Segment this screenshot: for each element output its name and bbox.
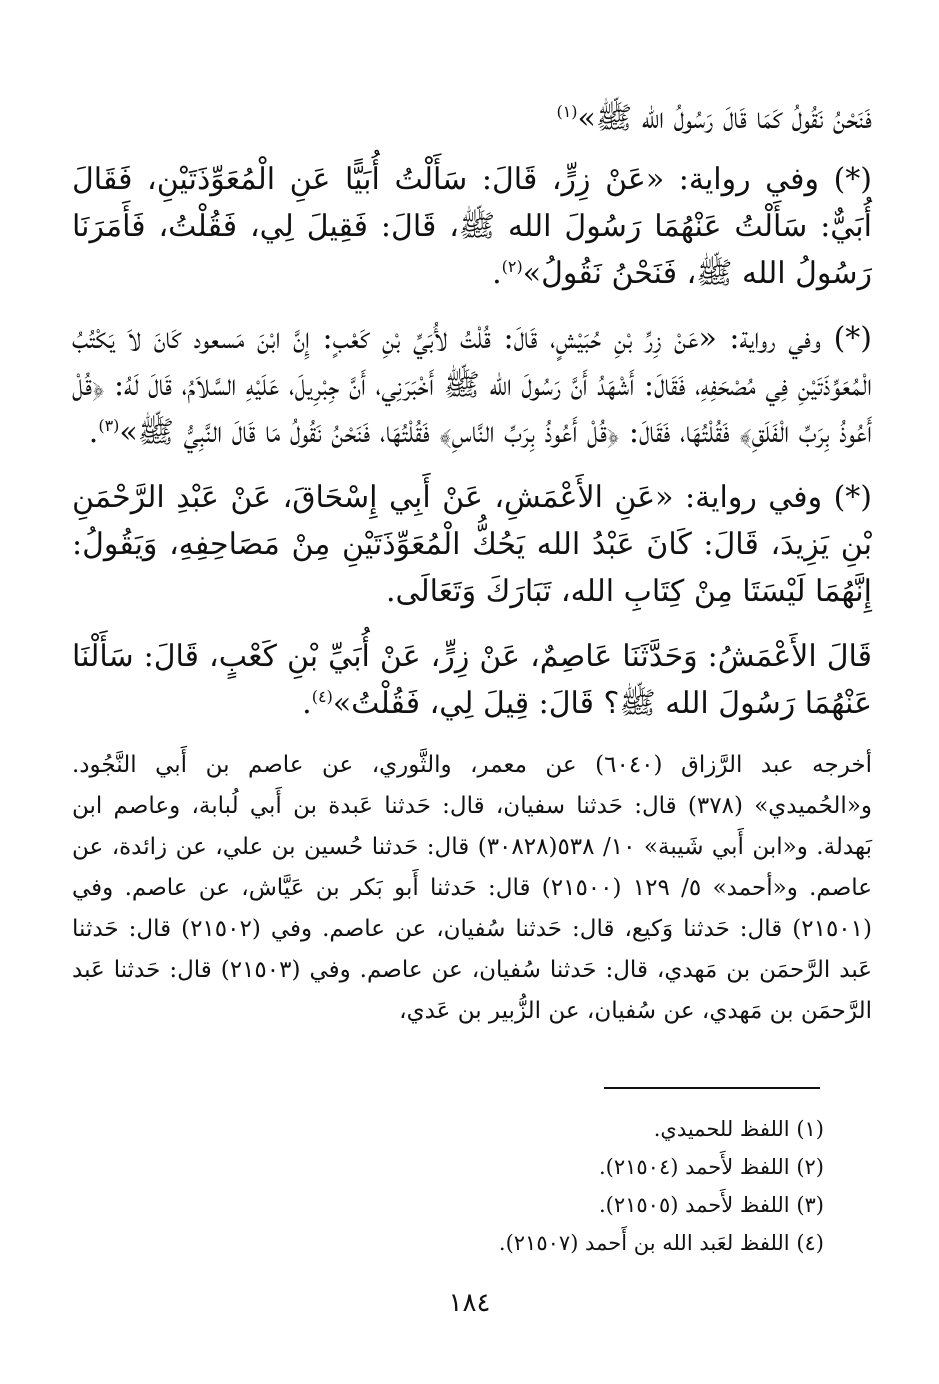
footnote-item: (٢) اللفظ لأَحمد (٢١٥٠٤). (598, 1155, 824, 1179)
sentence-end: . (302, 686, 312, 721)
hadith-text: (*) وفي رواية: «عَنْ زِرٍّ، قَالَ: سَأَلْتُ أُبَيًّا عَنِ الْمُعَوِّذَتَيْنِ، فَقَالَ أُبَيٌّ: سَأَلْتُ عَنْهُمَا رَسُولَ الله ﷺ، قَالَ: فَقِيلَ لِي، فَقُلْتُ، فَأَمَرَنَا رَسُولُ الله ﷺ، فَنَحْنُ نَقُولُ» (72, 162, 872, 291)
footnote-item: (٤) اللفظ لعَبد الله بن أَحمد (٢١٥٠٧). (498, 1231, 824, 1255)
footnote-divider (604, 1087, 820, 1089)
footnote-ref: (٤) (311, 687, 333, 706)
sentence-end: . (88, 415, 99, 450)
page-number: ١٨٤ (448, 1288, 491, 1318)
hadith-paragraph (72, 633, 872, 727)
footnote-item: (٣) اللفظ لأَحمد (٢١٥٠٥). (598, 1193, 824, 1217)
hadith-paragraph (72, 315, 872, 456)
hadith-text: فَنَحْنُ نَقُولُ كَمَا قَالَ رَسُولُ الله ﷺ» (577, 101, 872, 136)
hadith-text: (*) وفي رواية: «عَنِ الأَعْمَشِ، عَنْ أَبِي إِسْحَاقَ، عَنْ عَبْدِ الرَّحْمَنِ بْنِ يَزِيدَ، قَالَ: كَانَ عَبْدُ الله يَحُكُّ الْمُعَوِّذَتَيْنِ مِنْ مَصَاحِفِهِ، وَيَقُولُ: إِنَّهُمَا لَيْسَتَا مِنْ كِتَابِ الله، تَبَارَكَ وَتَعَالَى. (72, 480, 872, 609)
footnote-item: (١) اللفظ للحميدي. (653, 1117, 824, 1141)
takhrij-paragraph: أخرجه عبد الرَّزاق (٦٠٤٠) عن معمر، والثَّوري، عن عاصم بن أَبي النَّجُود. و«الحُميدي» (٣٧٨) قال: حَدثنا سفيان، قال: حَدثنا عَبدة بن أَبي لُبابة، وعاصم ابن بَهدلة. و«ابن أَبي شَيبة» ١٠/ ٥٣٨(٣٠٨٢٨) قال: حَدثنا حُسين بن علي، عن زائدة، عن عاصم. و«أحمد» ٥/ ١٢٩ (٢١٥٠٠) قال: حَدثنا أَبو بَكر بن عَيَّاش، عن عاصم. وفي (٢١٥٠١) قال: حَدثنا وَكيع، قال: حَدثنا سُفيان، عن عاصم. وفي (٢١٥٠٢) قال: حَدثنا عَبد الرَّحمَن بن مَهدي، قال: حَدثنا سُفيان، عن عاصم. وفي (٢١٥٠٣) قال: حَدثنا عَبد الرَّحمَن بن مَهدي، عن سُفيان، عن الزُّبير بن عَدي، (72, 752, 873, 1024)
footnote-ref: (١) (556, 102, 578, 121)
hadith-paragraph (72, 95, 872, 142)
page-body (72, 95, 872, 1032)
footnotes (72, 1110, 824, 1262)
footnote-ref: (٣) (98, 416, 120, 435)
hadith-paragraph (72, 474, 872, 615)
footnote-ref: (٢) (501, 257, 523, 276)
sentence-end: . (492, 256, 502, 291)
hadith-text: (*) وفي رواية: «عَنْ زِرِّ بْنِ حُبَيْشٍ، قَالَ: قُلْتُ لأُبَيِّ بْنِ كَعْبٍ: إِنَّ ابْنَ مَسعود كَانَ لاَ يَكْتُبُ الْمُعَوِّذَتَيْنِ فِي مُصْحَفِهِ، فَقَالَ: أَشْهَدُ أَنَّ رَسُولَ الله ﷺ أَخْبَرَنِي، أَنَّ جِبْرِيلَ، عَلَيْهِ السَّلاَمُ، قَالَ لَهُ: ﴿قُلْ أَعُوذُ بِرَبِّ الْفَلَقِ﴾ فَقُلْتُهَا، فَقَالَ: ﴿قُلْ أَعُوذُ بِرَبِّ النَّاسِ﴾ فَقُلْتُهَا، فَنَحْنُ نَقُولُ مَا قَالَ النَّبِيُّ ﷺ» (72, 321, 872, 450)
hadith-text: قَالَ الأَعْمَشُ: وَحَدَّثَنَا عَاصِمٌ، عَنْ زِرٍّ، عَنْ أُبَيِّ بْنِ كَعْبٍ، قَالَ: سَأَلْنَا عَنْهُمَا رَسُولَ الله ﷺ؟ قَالَ: قِيلَ لِي، فَقُلْتُ» (72, 639, 872, 721)
hadith-paragraph (72, 156, 872, 297)
